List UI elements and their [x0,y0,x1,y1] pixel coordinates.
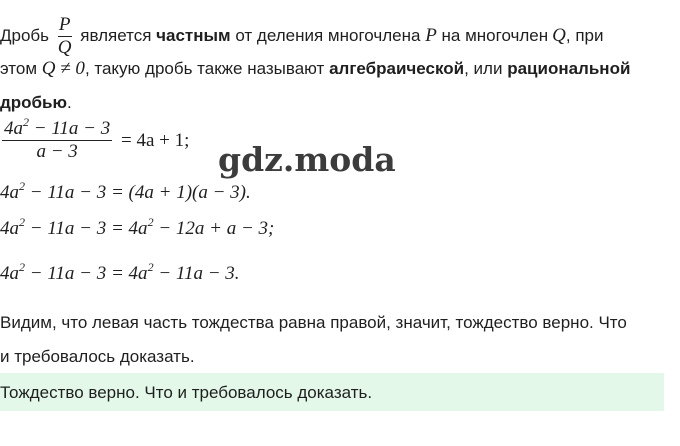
fraction-numerator: P [58,14,71,35]
intro-text: от деления многочлена [235,25,421,45]
intro-text: , или [464,59,503,78]
answer-text: Тождество верно. Что и требовалось доказать. [0,383,373,402]
conclusion-line-2: и требовалось доказать. [0,347,195,366]
equation-1-rhs: = 4a + 1; [120,129,190,151]
variable-q: Q [552,24,566,46]
intro-text: Дробь [0,25,50,45]
intro-text: является [80,25,152,45]
fraction-p-over-q [58,14,72,59]
variable-p: P [425,24,437,46]
intro-text: , такую дробь также называют [84,59,325,78]
term-bold: алгебраической [329,59,465,78]
intro-line-3 [0,93,72,113]
equation-4: $4a^2 - 11a - 3 = 4a^2 - 11a - 3$. [0,260,240,284]
equation-1-denominator: a − 3 [2,140,112,163]
intro-line-1 [0,14,604,59]
term-bold: рациональной [507,59,631,78]
equation-2: $4a^2 - 11a - 3 = (4a + 1)(a - 3)$. [0,179,251,203]
conclusion-line-1: Видим, что левая часть тождества равна правой, значит, тождество верно. Что [0,313,627,332]
intro-text: этом [0,59,38,78]
term-bold: частным [156,25,231,45]
term-bold: дробью [0,93,68,112]
equation-1-numerator: $4a^2 - 11a - 3$ [4,115,111,139]
watermark-logo: gdz.moda [218,140,396,179]
equation-1-fraction [2,115,112,163]
intro-text: на многочлен [441,25,549,45]
answer-box [0,373,664,411]
condition: Q ≠ 0 [41,58,85,79]
intro-text: , при [565,25,604,45]
intro-text: . [67,93,72,112]
equation-1 [2,115,190,163]
intro-line-2 [0,58,630,80]
equation-3: $4a^2 - 11a - 3 = 4a^2 - 12a + a - 3$; [0,215,275,239]
fraction-denominator: Q [57,37,72,58]
